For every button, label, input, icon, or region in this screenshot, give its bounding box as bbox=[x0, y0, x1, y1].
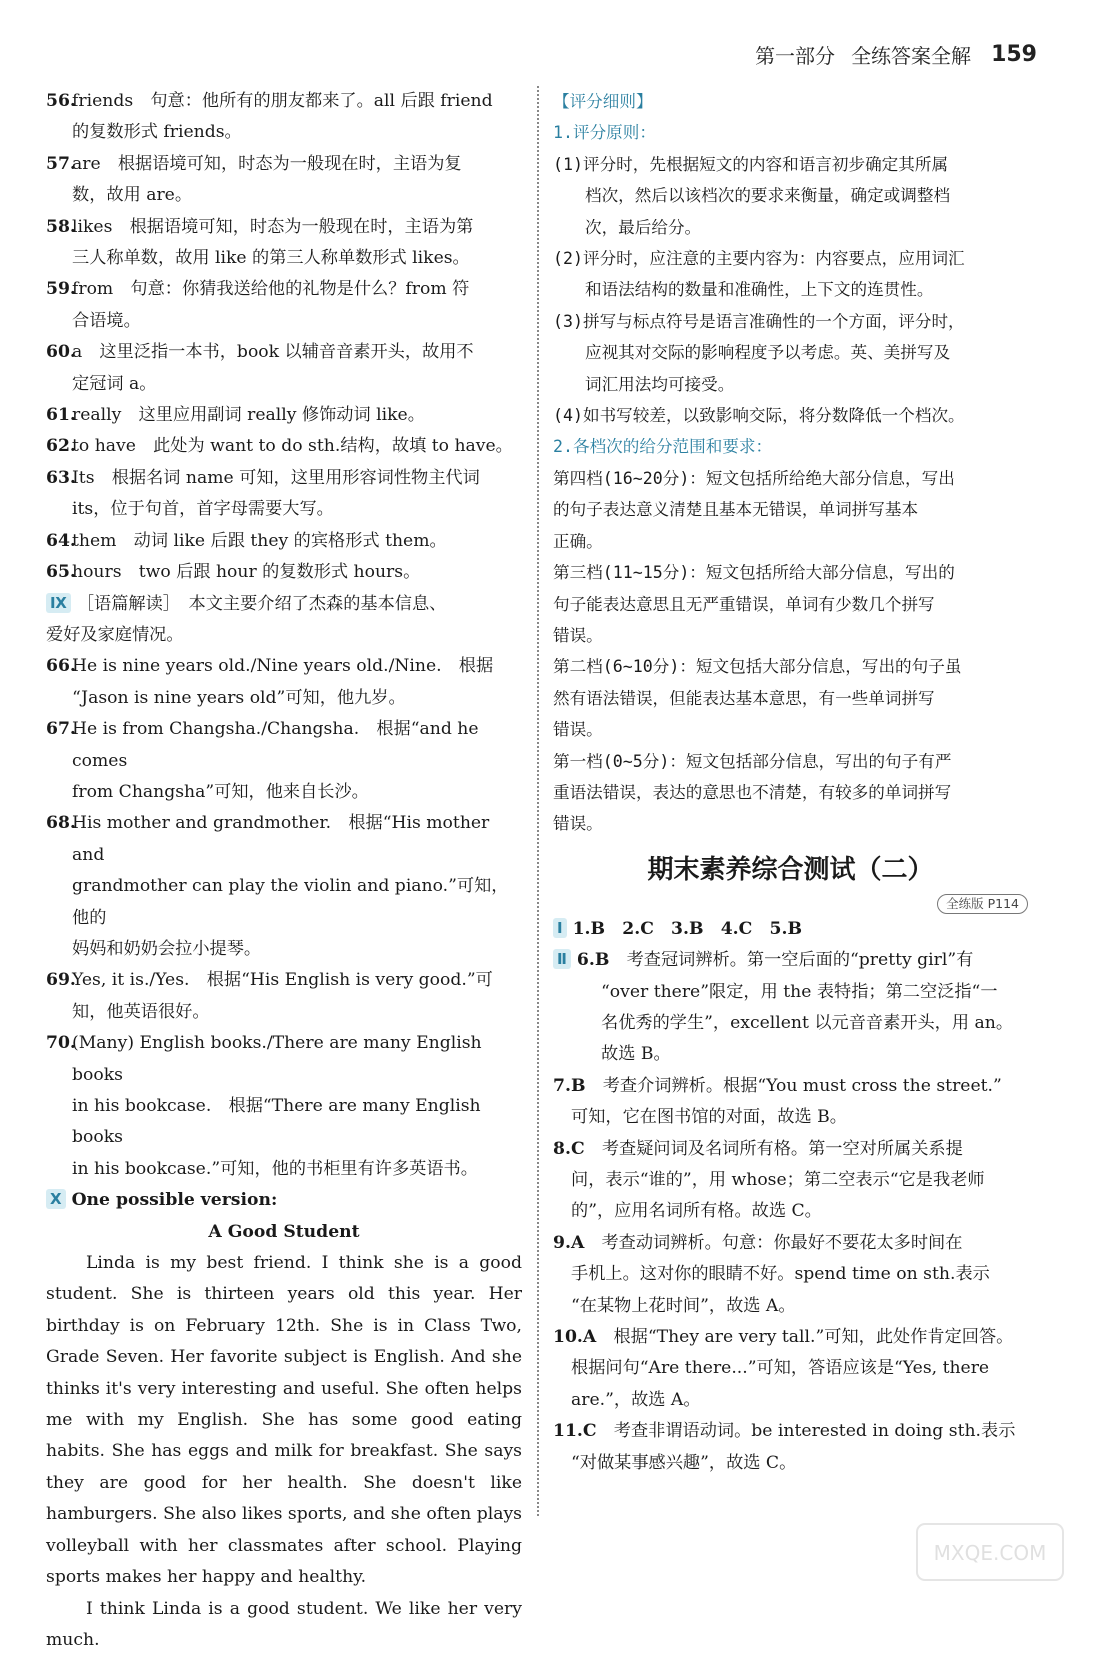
answer-item bbox=[46, 337, 522, 400]
section-9-line: 爱好及家庭情况。 bbox=[46, 620, 522, 651]
test-line: “over there”限定，用 the 表特指；第二空泛指“一 bbox=[553, 977, 1028, 1008]
level-line: 第四档(16~20分)：短文包括所给绝大部分信息，写出 bbox=[553, 463, 1028, 494]
watermark-text: MXQE.COM bbox=[934, 1541, 1047, 1565]
answer-item bbox=[46, 1028, 522, 1185]
test-text: 考查冠词辨析。第一空后面的“pretty girl”有 bbox=[627, 950, 974, 970]
header-part: 第一部分 bbox=[755, 40, 835, 69]
test-text: 根据“They are very tall.”可知，此处作肯定回答。 bbox=[613, 1327, 1013, 1347]
answer-number: 60. bbox=[46, 337, 76, 368]
level-line: 错误。 bbox=[553, 620, 1028, 651]
essay-paragraph-2: I think Linda is a good student. We like her very much. bbox=[46, 1594, 522, 1656]
answer-number: 64. bbox=[46, 526, 76, 557]
test-line bbox=[553, 1228, 1028, 1259]
reference-tag bbox=[553, 888, 1028, 914]
level-line: 的句子表达意义清楚且基本无错误，单词拼写基本 bbox=[553, 494, 1028, 525]
test-text: 考查动词辨析。句意：你最好不要花太多时间在 bbox=[601, 1233, 962, 1253]
test-item bbox=[553, 1228, 1028, 1322]
answer-item bbox=[46, 212, 522, 275]
answer-line: from 句意：你猜我送给他的礼物是什么？from 符 bbox=[72, 274, 522, 305]
level-line: 重语法错误，表达的意思也不清楚，有较多的单词拼写 bbox=[553, 777, 1028, 808]
test-text: 考查疑问词及名词所有格。第一空对所属关系提 bbox=[602, 1139, 963, 1159]
answer-line: He is nine years old./Nine years old./Nine. 根据 bbox=[72, 651, 522, 682]
section-badge-1: Ⅰ bbox=[553, 918, 567, 938]
level-line: 正确。 bbox=[553, 526, 1028, 557]
essay-paragraph-1: Linda is my best friend. I think she is a good student. She is thirteen years old this year. Her birthday is on February 12th. She is in Class Two, Grade Seven. Her favorite subject is English. And she thinks it's very interesting and useful. She often helps me with my English. She has some good eating habits. She has eggs and milk for breakfast. She says they are good for her health. She doesn't like hamburgers. She also likes sports, and she often plays volleyball with her classmates after school. Playing sports makes her happy and healthy. bbox=[46, 1248, 522, 1593]
left-column bbox=[46, 86, 522, 1526]
reference-tag-label: 全练版 P114 bbox=[937, 894, 1028, 914]
level-line: 句子能表达意思且无严重错误，单词有少数几个拼写 bbox=[553, 589, 1028, 620]
answer-line: really 这里应用副词 really 修饰动词 like。 bbox=[72, 400, 522, 431]
answer-line: He is from Changsha./Changsha. 根据“and he comes bbox=[72, 714, 522, 777]
test-number: 10.A bbox=[553, 1327, 596, 1347]
test-number: 11.C bbox=[553, 1421, 597, 1441]
test-line: 的”，应用名词所有格。故选 C。 bbox=[553, 1196, 1028, 1227]
rubric-line: (4)如书写较差，以致影响交际，将分数降低一个档次。 bbox=[553, 400, 1028, 431]
part-1-text: 1.B 2.C 3.B 4.C 5.B bbox=[573, 919, 802, 939]
section-9-text: ［语篇解读］ 本文主要介绍了杰森的基本信息、 bbox=[77, 594, 447, 614]
watermark-logo bbox=[915, 1522, 1065, 1582]
answer-line: grandmother can play the violin and piano.”可知，他的 bbox=[72, 871, 522, 934]
answer-line: them 动词 like 后跟 they 的宾格形式 them。 bbox=[72, 526, 522, 557]
scoring-rubric bbox=[553, 86, 1028, 840]
test-line bbox=[553, 1322, 1028, 1353]
answer-line: 知，他英语很好。 bbox=[72, 997, 522, 1028]
test-number: 7.B bbox=[553, 1076, 585, 1096]
rubric-line: 应视其对交际的影响程度予以考虑。英、美拼写及 bbox=[553, 337, 1028, 368]
test-line: 问，表示“谁的”，用 whose；第二空表示“它是我老师 bbox=[553, 1165, 1028, 1196]
answer-line: a 这里泛指一本书，book 以辅音音素开头，故用不 bbox=[72, 337, 522, 368]
answer-line: 数，故用 are。 bbox=[72, 180, 522, 211]
answer-item bbox=[46, 400, 522, 431]
test-line: 可知，它在图书馆的对面，故选 B。 bbox=[553, 1102, 1028, 1133]
answer-line: its，位于句首，首字母需要大写。 bbox=[72, 494, 522, 525]
test-line: are.”，故选 A。 bbox=[553, 1385, 1028, 1416]
answer-number: 61. bbox=[46, 400, 76, 431]
answer-line: to have 此处为 want to do sth.结构，故填 to have。 bbox=[72, 431, 522, 462]
answer-item bbox=[46, 274, 522, 337]
answer-item bbox=[46, 965, 522, 1028]
answer-line: 的复数形式 friends。 bbox=[72, 117, 522, 148]
answer-number: 59. bbox=[46, 274, 76, 305]
section-9-line bbox=[46, 589, 522, 620]
answer-number: 68. bbox=[46, 808, 76, 839]
section-badge-9: Ⅸ bbox=[46, 593, 71, 613]
rubric-title: 【评分细则】 bbox=[553, 86, 1028, 117]
rubric-line: 档次，然后以该档次的要求来衡量，确定或调整档 bbox=[553, 180, 1028, 211]
answer-number: 63. bbox=[46, 463, 76, 494]
answer-line: from Changsha”可知，他来自长沙。 bbox=[72, 777, 522, 808]
test-number: 9.A bbox=[553, 1233, 584, 1253]
section-10-text: One possible version: bbox=[72, 1190, 278, 1210]
test-item bbox=[553, 945, 1028, 1071]
test-line bbox=[553, 1134, 1028, 1165]
part-1-answers bbox=[553, 914, 1028, 945]
level-line: 错误。 bbox=[553, 714, 1028, 745]
test-item bbox=[553, 1322, 1028, 1416]
answer-line: (Many) English books./There are many English books bbox=[72, 1028, 522, 1091]
answer-number: 69. bbox=[46, 965, 76, 996]
test-line: “对做某事感兴趣”，故选 C。 bbox=[553, 1448, 1028, 1479]
answer-number: 57. bbox=[46, 149, 76, 180]
right-column bbox=[553, 86, 1028, 1526]
test-line bbox=[553, 1416, 1028, 1447]
answer-number: 65. bbox=[46, 557, 76, 588]
answer-line: 三人称单数，故用 like 的第三人称单数形式 likes。 bbox=[72, 243, 522, 274]
answer-line: friends 句意：他所有的朋友都来了。all 后跟 friend bbox=[72, 86, 522, 117]
answer-item bbox=[46, 463, 522, 526]
answer-item bbox=[46, 149, 522, 212]
test-line bbox=[553, 945, 1028, 976]
rubric-line: (2)评分时，应注意的主要内容为：内容要点，应用词汇 bbox=[553, 243, 1028, 274]
answer-line: in his bookcase. 根据“There are many English books bbox=[72, 1091, 522, 1154]
test-item bbox=[553, 1071, 1028, 1134]
answer-line: Yes, it is./Yes. 根据“His English is very good.”可 bbox=[72, 965, 522, 996]
test-item bbox=[553, 1416, 1028, 1479]
section-10 bbox=[46, 1185, 522, 1216]
answer-line: 定冠词 a。 bbox=[72, 369, 522, 400]
answer-line: likes 根据语境可知，时态为一般现在时，主语为第 bbox=[72, 212, 522, 243]
rubric-line: (3)拼写与标点符号是语言准确性的一个方面，评分时， bbox=[553, 306, 1028, 337]
section-badge-2: Ⅱ bbox=[553, 949, 571, 969]
test-number: 8.C bbox=[553, 1139, 585, 1159]
answer-item bbox=[46, 651, 522, 714]
answer-number: 58. bbox=[46, 212, 76, 243]
test-number: 6.B bbox=[577, 950, 609, 970]
level-line: 然有语法错误，但能表达基本意思，有一些单词拼写 bbox=[553, 683, 1028, 714]
essay-title: A Good Student bbox=[46, 1217, 522, 1248]
answer-item bbox=[46, 557, 522, 588]
answer-line: His mother and grandmother. 根据“His mother and bbox=[72, 808, 522, 871]
test-line: 手机上。这对你的眼睛不好。spend time on sth.表示 bbox=[553, 1259, 1028, 1290]
answer-number: 66. bbox=[46, 651, 76, 682]
page-header bbox=[755, 38, 1037, 70]
rubric-principle: 1.评分原则： bbox=[553, 117, 1028, 148]
answer-line: 合语境。 bbox=[72, 306, 522, 337]
answer-line: hours two 后跟 hour 的复数形式 hours。 bbox=[72, 557, 522, 588]
test-text: 考查非谓语动词。be interested in doing sth.表示 bbox=[614, 1421, 1016, 1441]
level-line: 错误。 bbox=[553, 808, 1028, 839]
test-title: 期末素养综合测试（二） bbox=[553, 850, 1028, 890]
answer-item bbox=[46, 526, 522, 557]
answer-number: 62. bbox=[46, 431, 76, 462]
section-9 bbox=[46, 589, 522, 652]
rubric-line: 词汇用法均可接受。 bbox=[553, 369, 1028, 400]
rubric-line: 和语法结构的数量和准确性，上下文的连贯性。 bbox=[553, 274, 1028, 305]
header-book: 全练答案全解 bbox=[851, 40, 971, 69]
rubric-line: (1)评分时，先根据短文的内容和语言初步确定其所属 bbox=[553, 149, 1028, 180]
answer-item bbox=[46, 714, 522, 808]
answer-line: are 根据语境可知，时态为一般现在时，主语为复 bbox=[72, 149, 522, 180]
answer-number: 56. bbox=[46, 86, 76, 117]
test-text: 考查介词辨析。根据“You must cross the street.” bbox=[603, 1076, 1002, 1096]
test-line: “在某物上花时间”，故选 A。 bbox=[553, 1291, 1028, 1322]
answer-line: “Jason is nine years old”可知，他九岁。 bbox=[72, 683, 522, 714]
section-badge-10: Ⅹ bbox=[46, 1189, 66, 1209]
level-line: 第二档(6~10分)：短文包括大部分信息，写出的句子虽 bbox=[553, 651, 1028, 682]
answer-number: 67. bbox=[46, 714, 76, 745]
test-item bbox=[553, 1134, 1028, 1228]
answer-number: 70. bbox=[46, 1028, 76, 1059]
column-divider bbox=[537, 86, 539, 1516]
answer-item bbox=[46, 431, 522, 462]
page-number: 159 bbox=[991, 42, 1037, 67]
answer-item bbox=[46, 86, 522, 149]
level-line: 第一档(0~5分)：短文包括部分信息，写出的句子有严 bbox=[553, 746, 1028, 777]
test-line: 故选 B。 bbox=[553, 1039, 1028, 1070]
levels-title: 2.各档次的给分范围和要求： bbox=[553, 431, 1028, 462]
model-essay bbox=[46, 1217, 522, 1656]
answer-line: in his bookcase.”可知，他的书柜里有许多英语书。 bbox=[72, 1154, 522, 1185]
test-line: 根据问句“Are there...”可知，答语应该是“Yes, there bbox=[553, 1353, 1028, 1384]
level-line: 第三档(11~15分)：短文包括所给大部分信息，写出的 bbox=[553, 557, 1028, 588]
answer-line: 妈妈和奶奶会拉小提琴。 bbox=[72, 934, 522, 965]
test-line: 名优秀的学生”，excellent 以元音音素开头，用 an。 bbox=[553, 1008, 1028, 1039]
test-line bbox=[553, 1071, 1028, 1102]
rubric-line: 次，最后给分。 bbox=[553, 212, 1028, 243]
answer-item bbox=[46, 808, 522, 965]
answer-line: Its 根据名词 name 可知，这里用形容词性物主代词 bbox=[72, 463, 522, 494]
